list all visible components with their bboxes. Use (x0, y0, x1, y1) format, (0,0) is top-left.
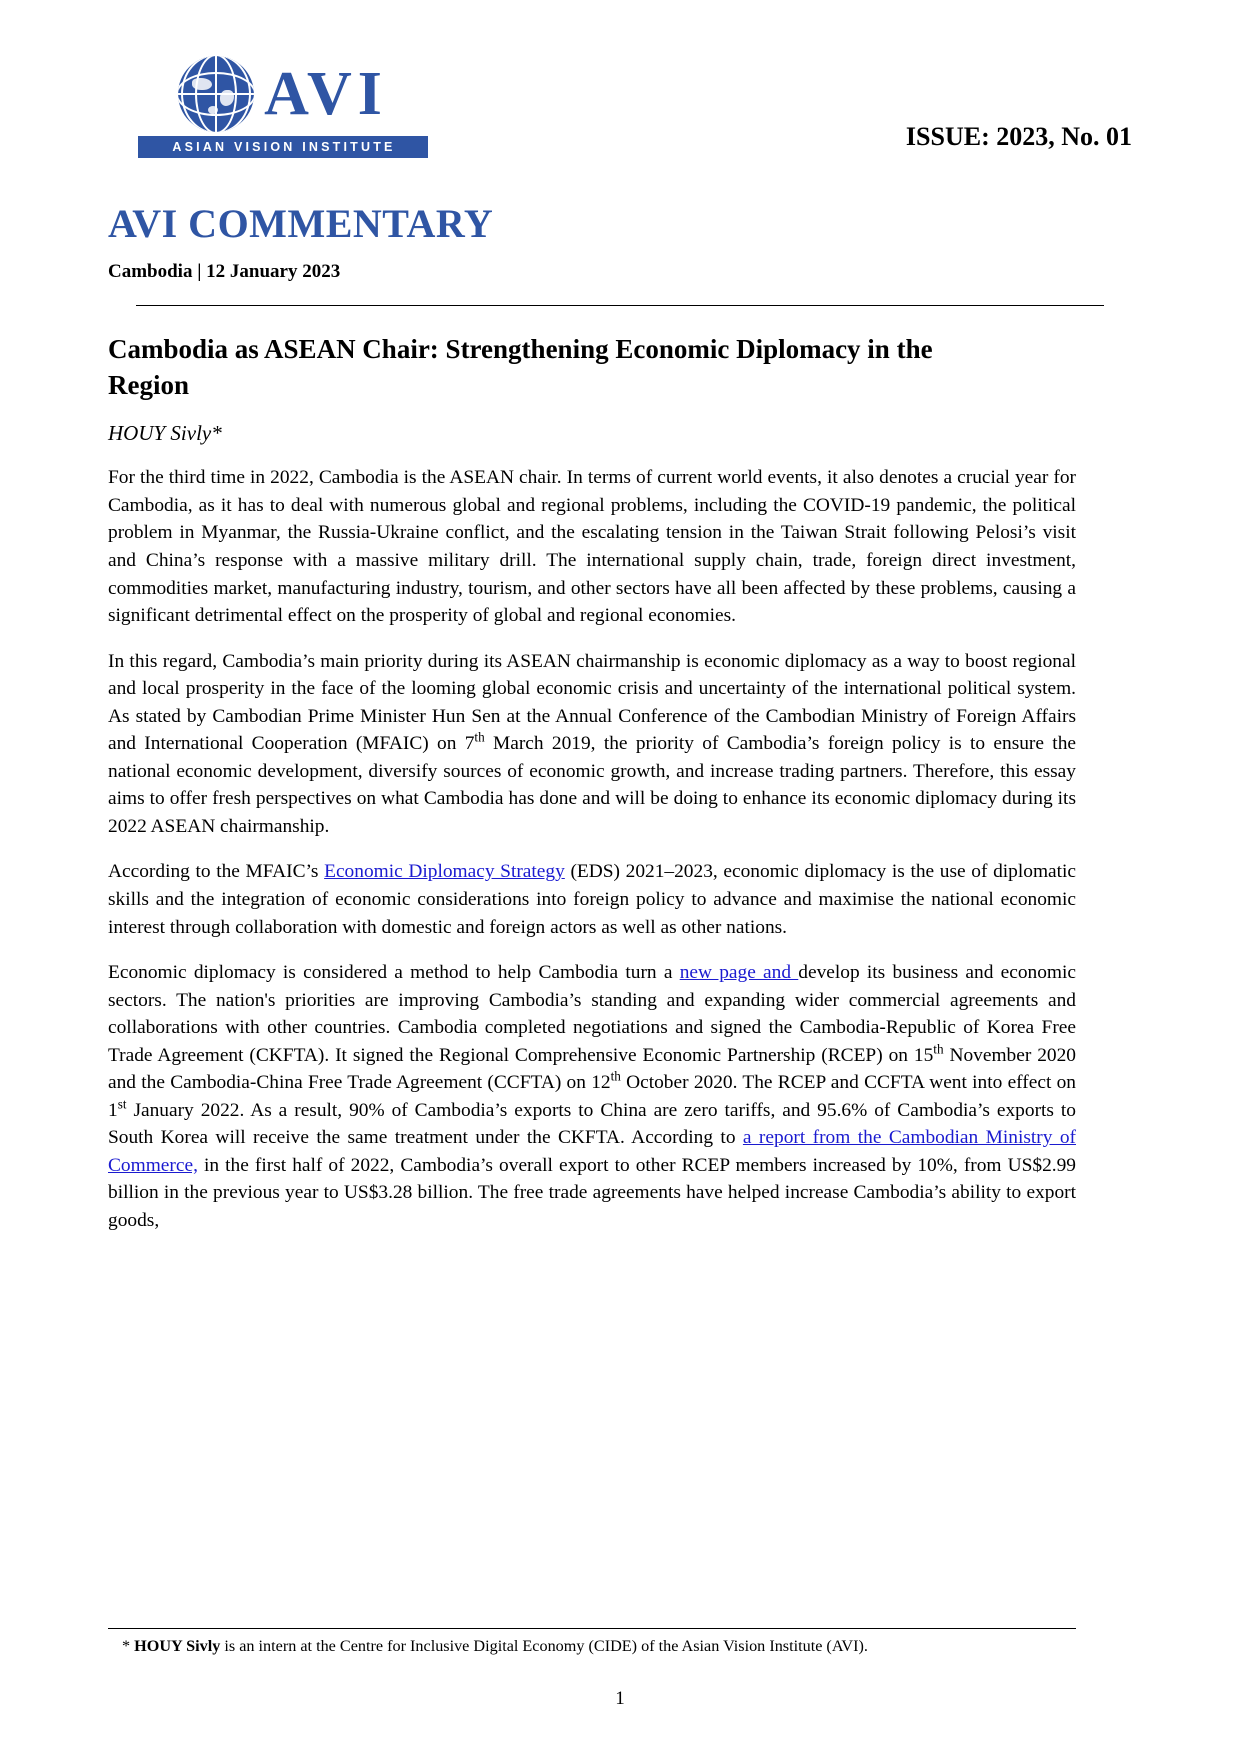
ordinal-suffix: th (474, 729, 485, 745)
logo-row (178, 56, 388, 132)
paragraph-4-text-a: Economic diplomacy is considered a method to help Cambodia turn a (108, 962, 680, 984)
country-date: Cambodia | 12 January 2023 (108, 261, 341, 282)
logo-subtitle: ASIAN VISION INSTITUTE (138, 136, 428, 158)
paragraph-4-text-b: develop its business and economic sectors. The nation's priorities are improving Cambodia’s standing and expanding wider commercial agreements and collaborations with other countries. Cambodia completed negotiations and signed the Cambodia-Republic of Korea Free Trade Agreement (CKFTA). It signed the Regional Comprehensive Economic Partnership (RCEP) on 15 (108, 962, 1076, 1066)
paragraph-4 (108, 959, 1076, 1234)
logo-acronym: AVI (264, 60, 388, 128)
footnote-divider (108, 1628, 1076, 1629)
paragraph-4-text-f: in the first half of 2022, Cambodia’s overall export to other RCEP members increased by 10%, from US$2.99 billion in the previous year to US$3.28 billion. The free trade agreements have helped increase Cambodia’s ability to export goods, (108, 1154, 1076, 1231)
paragraph-4-text-d: October 2020. The RCEP and CCFTA went into effect on 1 (108, 1072, 1076, 1121)
footnote-area (108, 1628, 1076, 1658)
article-title: Cambodia as ASEAN Chair: Strengthening Economic Diplomacy in the Region (108, 334, 933, 400)
ordinal-suffix-1: th (933, 1041, 944, 1057)
issue-label: ISSUE: 2023, No. 01 (905, 122, 1132, 151)
paragraph-3-text-a: According to the MFAIC’s (108, 861, 325, 883)
paragraph-2-text-b: March 2019, the priority of Cambodia’s foreign policy is to ensure the national economic development, diversify sources of economic growth, and increase trading partners. Therefore, this essay aims to offer fresh perspectives on what Cambodia has done and will be doing to enhance its economic diplomacy during its 2022 ASEAN chairmanship. (108, 733, 1076, 837)
paragraph-3 (108, 858, 1076, 941)
footnote-author-name: HOUY Sivly (134, 1637, 221, 1656)
header-divider (136, 305, 1104, 306)
moc-report-link[interactable]: a report from the Cambodian Ministry of Commerce, (108, 1127, 1076, 1176)
eds-link[interactable]: Economic Diplomacy Strategy (324, 861, 565, 883)
ordinal-suffix-2: th (610, 1068, 621, 1084)
footnote (108, 1636, 1076, 1658)
article-author: HOUY Sivly* (108, 421, 222, 446)
masthead (108, 56, 1132, 158)
paragraph-2 (108, 648, 1076, 841)
paragraph-3-text-b: (EDS) 2021–2023, economic diplomacy is the use of diplomatic skills and the integration of economic considerations into foreign policy to advance and maximise the national economic interest through collaboration with domestic and foreign actors as well as other nations. (108, 861, 1077, 938)
paragraph-4-text-c: November 2020 and the Cambodia-China Free Trade Agreement (CCFTA) on 12 (108, 1044, 1076, 1094)
footnote-text: is an intern at the Centre for Inclusive Digital Economy (CIDE) of the Asian Vision Institute (AVI). (220, 1637, 868, 1656)
paragraph-1: For the third time in 2022, Cambodia is the ASEAN chair. In terms of current world events, it also denotes a crucial year for Cambodia, as it has to deal with numerous global and regional problems, including the COVID-19 pandemic, the political problem in Myanmar, the Russia-Ukraine conflict, and the escalating tension in the Taiwan Strait following Pelosi’s visit and China’s response with a massive military drill. The international supply chain, trade, foreign direct investment, commodities market, manufacturing industry, tourism, and other sectors have all been affected by these problems, causing a significant detrimental effect on the prosperity of global and regional economies. (108, 467, 1076, 627)
paragraph-2-text-a: In this regard, Cambodia’s main priority during its ASEAN chairmanship is economic diplomacy as a way to boost regional and local prosperity in the face of the looming global economic crisis and uncertainty of the international political system. As stated by Cambodian Prime Minister Hun Sen at the Annual Conference of the Cambodian Ministry of Foreign Affairs and International Cooperation (MFAIC) on 7 (108, 650, 1076, 755)
page-number: 1 (615, 1688, 625, 1709)
avi-logo (138, 56, 428, 158)
publication-title: AVI COMMENTARY (108, 201, 494, 246)
footnote-marker: * (122, 1637, 131, 1656)
paragraph-4-text-e: January 2022. As a result, 90% of Cambodia’s exports to China are zero tariffs, and 95.6% of Cambodia’s exports to South Korea will receive the same treatment under the CKFTA. According to (108, 1099, 1076, 1149)
ordinal-suffix-3: st (117, 1096, 127, 1112)
new-page-link[interactable]: new page and (679, 962, 799, 984)
globe-icon (178, 56, 254, 132)
